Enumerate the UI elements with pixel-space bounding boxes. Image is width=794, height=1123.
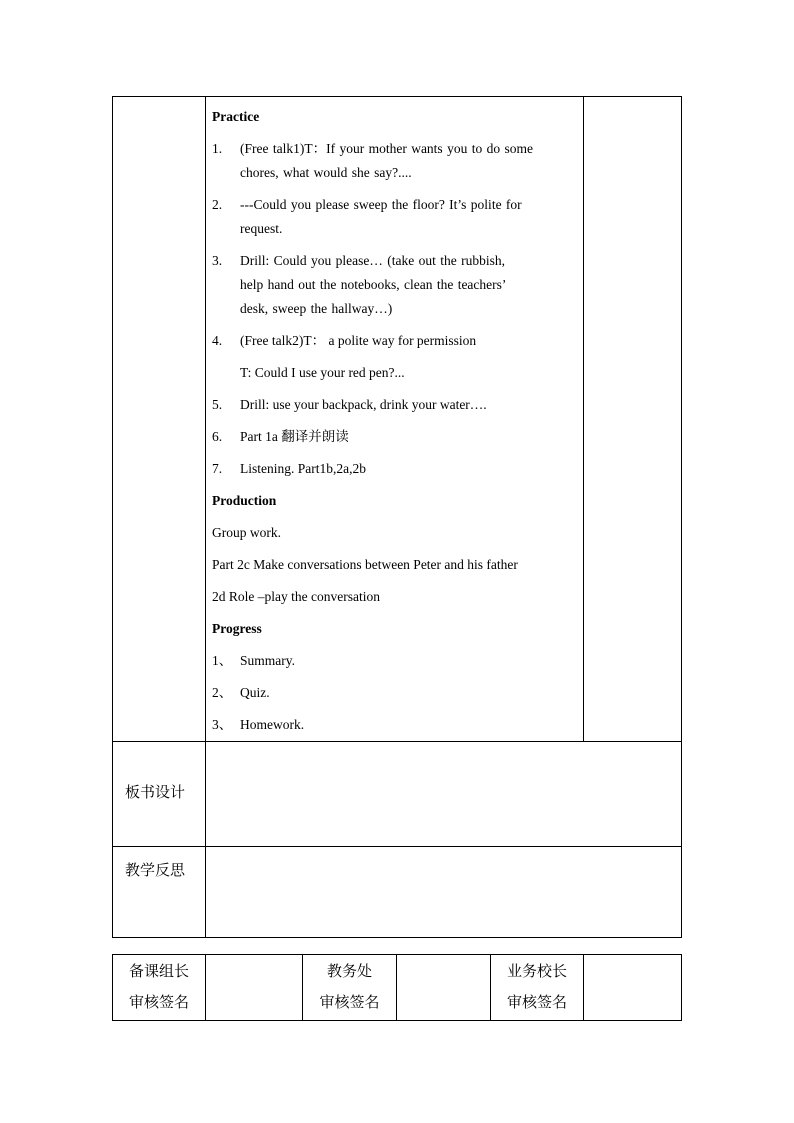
lesson-plan-table (112, 96, 682, 938)
teaching-process-row (113, 97, 682, 742)
practice-item-4-followup: T: Could I use your red pen?... (240, 365, 405, 380)
progress-item-3: 3、 Homework. (212, 717, 305, 732)
board-design-label-cell (113, 742, 206, 847)
production-line-1: Group work. (212, 525, 281, 540)
principal-signature-label: 业务校长 审核签名 (491, 955, 584, 1021)
reflection-row (113, 847, 682, 938)
practice-item-4: 4. (Free talk2)T： a polite way for permission (212, 333, 477, 348)
reflection-label: 教学反思 (125, 861, 186, 879)
group-leader-signature-label: 备课组长 审核签名 (113, 955, 206, 1021)
board-design-content-cell (206, 742, 682, 847)
practice-item-5: 5. Drill: use your backpack, drink your water…. (212, 397, 487, 412)
reflection-content-cell (206, 847, 682, 938)
signature-table (112, 954, 682, 1021)
progress-heading: Progress (212, 621, 262, 636)
academic-office-signature-field (397, 955, 491, 1021)
principal-signature-field (584, 955, 682, 1021)
right-blank-cell (584, 97, 682, 742)
production-line-3: 2d Role –play the conversation (212, 589, 380, 604)
practice-item-7: 7. Listening. Part1b,2a,2b (212, 461, 366, 476)
practice-item-1: 1. (Free talk1)T：If your mother wants you to do some chores, what would she say?.... (212, 141, 533, 180)
progress-item-1: 1、 Summary. (212, 653, 295, 668)
practice-item-3: 3. Drill: Could you please… (take out the rubbish, help hand out the notebooks, clean the teachers’ desk, sweep the hallway…) (212, 253, 507, 316)
progress-item-2: 2、 Quiz. (212, 685, 270, 700)
board-design-row (113, 742, 682, 847)
practice-item-2: 2. ---Could you please sweep the floor? It’s polite for request. (212, 197, 522, 236)
left-blank-cell (113, 97, 206, 742)
academic-office-signature-label: 教务处 审核签名 (303, 955, 397, 1021)
practice-heading: Practice (212, 109, 260, 124)
signature-row (113, 955, 682, 1021)
production-heading: Production (212, 493, 277, 508)
practice-item-6: 6. Part 1a 翻译并朗读 (212, 429, 349, 444)
production-line-2: Part 2c Make conversations between Peter and his father (212, 557, 518, 572)
process-content-cell (206, 97, 584, 742)
reflection-label-cell (113, 847, 206, 938)
board-design-label: 板书设计 (125, 782, 186, 801)
group-leader-signature-field (206, 955, 303, 1021)
